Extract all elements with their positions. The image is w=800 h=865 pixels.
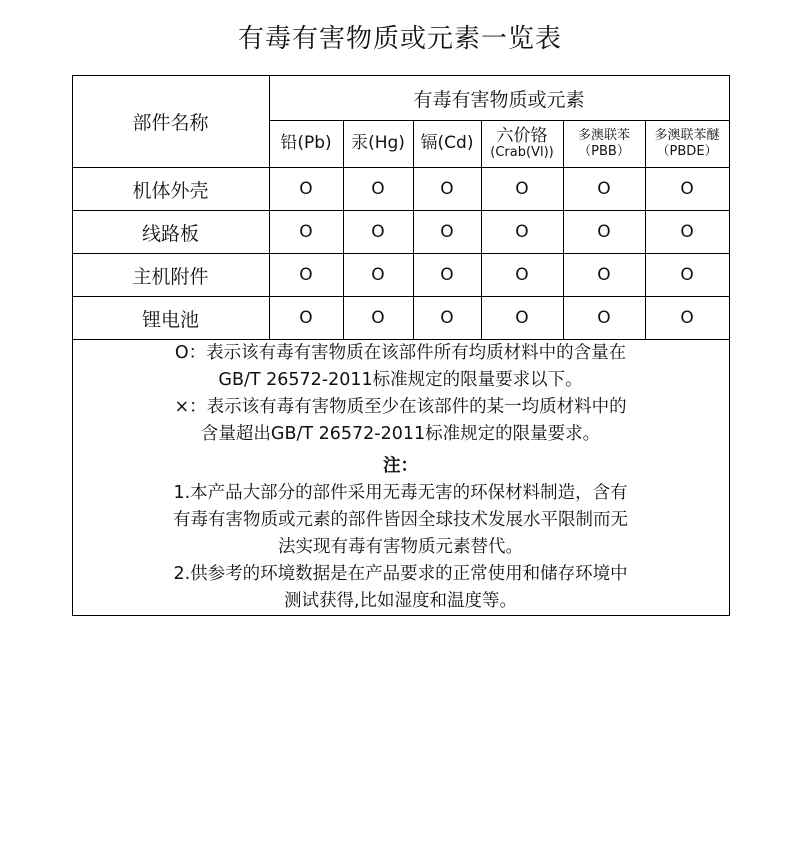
cell-0-2: O [413,168,481,211]
substance-table-container [72,75,729,616]
notes-block [72,340,729,616]
note-o-line1: O：表示该有毒有害物质在该部件所有均质材料中的含量在 [174,343,627,363]
cell-2-3: O [481,254,563,297]
note-o-line2: GB/T 26572-2011标准规定的限量要求以下。 [218,370,583,391]
cell-1-1: O [343,211,413,254]
header-col-cr6-formula: (Crab(Vl)) [490,145,554,161]
note-2-line2: 测试获得,比如湿度和温度等。 [284,591,518,612]
cell-3-5: O [645,297,729,340]
header-col-pb [269,121,343,168]
cell-0-0: O [269,168,343,211]
row-label-1: 线路板 [72,211,269,254]
cell-0-1: O [343,168,413,211]
cell-0-5: O [645,168,729,211]
cell-1-4: O [563,211,645,254]
table-notes-row [72,340,729,616]
note-1-line1: 1.本产品大部分的部件采用无毒无害的环保材料制造，含有 [173,482,628,503]
cell-1-0: O [269,211,343,254]
cell-3-3: O [481,297,563,340]
row-label-0: 机体外壳 [72,168,269,211]
header-col-cr6 [481,121,563,168]
table-row [72,254,729,297]
substance-table [72,75,730,616]
table-row [72,168,729,211]
cell-3-0: O [269,297,343,340]
header-col-hg [343,121,413,168]
cell-1-5: O [645,211,729,254]
row-label-3: 锂电池 [72,297,269,340]
note-1-line2: 有毒有害物质或元素的部件皆因全球技术发展水平限制而无 [173,509,629,530]
cell-2-1: O [343,254,413,297]
cell-3-4: O [563,297,645,340]
header-col-pbde-formula: （PBDE） [656,144,718,159]
cell-0-3: O [481,168,563,211]
note-2-line1: 2.供参考的环境数据是在产品要求的正常使用和储存环境中 [173,564,628,584]
header-col-pbb [563,121,645,168]
header-col-cr6-label: 六价铬 [496,125,548,146]
header-part-name: 部件名称 [72,76,269,168]
cell-2-4: O [563,254,645,297]
note-x-line1: ×：表示该有毒有害物质至少在该部件的某一均质材料中的 [174,397,627,418]
table-row [72,211,729,254]
table-header-row-top [72,76,729,121]
row-label-2: 主机附件 [72,254,269,297]
cell-2-2: O [413,254,481,297]
header-col-cd-label: 镉(Cd) [420,133,474,154]
header-col-pbde-label: 多澳联苯醚 [654,128,720,144]
cell-1-2: O [413,211,481,254]
header-group-title: 有毒有害物质或元素 [269,76,729,121]
table-row [72,297,729,340]
page-title: 有毒有害物质或元素一览表 [237,24,562,54]
header-col-cd [413,121,481,168]
header-col-pbb-label: 多澳联苯 [577,128,630,144]
cell-3-2: O [413,297,481,340]
note-x-line2: 含量超出GB/T 26572-2011标准规定的限量要求。 [200,424,601,445]
header-col-hg-label: 汞(Hg) [351,133,405,154]
note-1-line3: 法实现有毒有害物质元素替代。 [278,536,524,557]
cell-1-3: O [481,211,563,254]
header-col-pb-label: 铅(Pb) [280,133,332,154]
header-col-pbde [645,121,729,168]
cell-3-1: O [343,297,413,340]
notes-label: 注： [383,455,419,476]
header-col-pbb-formula: （PBB） [578,144,630,159]
cell-2-5: O [645,254,729,297]
cell-2-0: O [269,254,343,297]
cell-0-4: O [563,168,645,211]
